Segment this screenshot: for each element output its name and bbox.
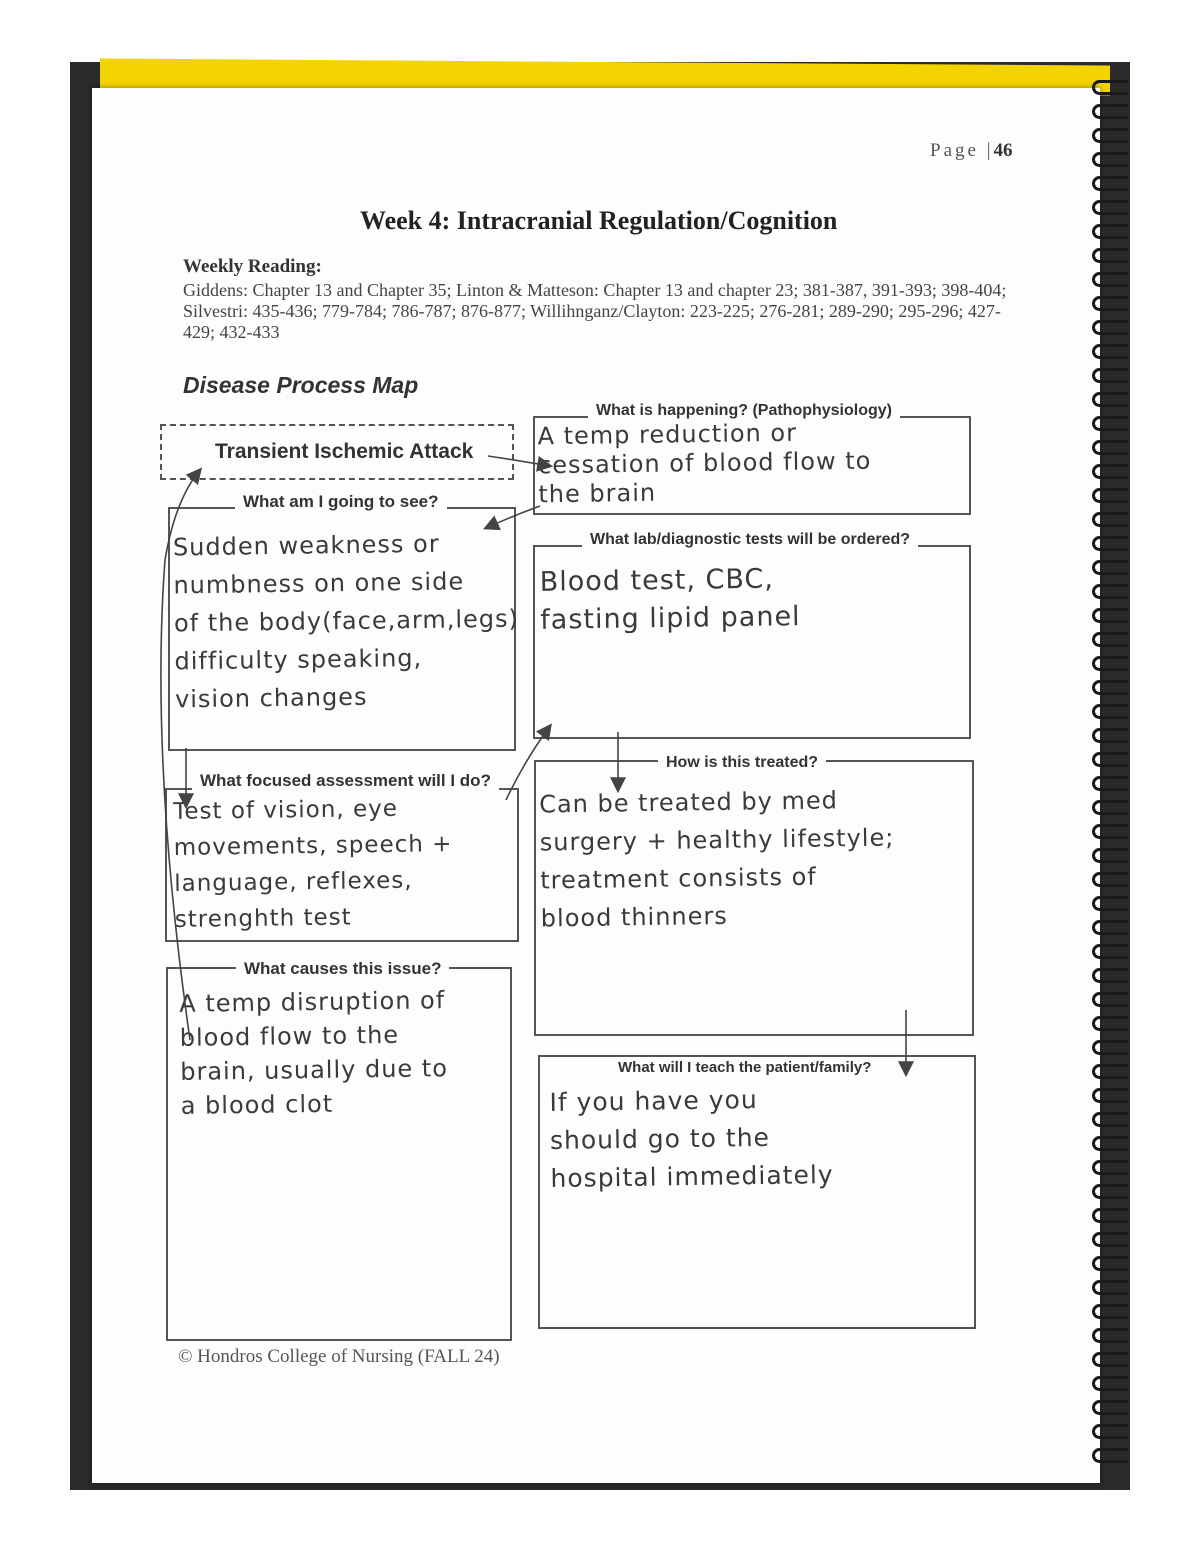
treated-label: How is this treated? bbox=[658, 754, 826, 772]
map-title: Disease Process Map bbox=[183, 372, 419, 398]
pathophysiology-answer: A temp reduction or cessation of blood flow to the brain bbox=[537, 418, 872, 509]
teach-label: What will I teach the patient/family? bbox=[610, 1059, 879, 1076]
teach-answer: If you have you should go to the hospital immediately bbox=[549, 1085, 834, 1193]
reading-label: Weekly Reading: bbox=[183, 256, 322, 277]
tests-answer: Blood test, CBC, fasting lipid panel bbox=[539, 563, 801, 636]
arrow-disease-to-patho bbox=[488, 456, 550, 466]
reading-text: Giddens: Chapter 13 and Chapter 35; Linton & Matteson: Chapter 13 and chapter 23; 381-387, 391-393; 398-404; Silvestri: 435-436; 779-784; 786-787; 876-877; Willihnganz/Clayton: 223-225; 276-281; 289-290; 295-296; 427-429; 432-433 bbox=[183, 280, 1007, 342]
arrow-patho-to-see bbox=[486, 506, 540, 528]
causes-label: What causes this issue? bbox=[236, 959, 449, 979]
copyright-footer: © Hondros College of Nursing (FALL 24) bbox=[178, 1346, 500, 1367]
tests-label: What lab/diagnostic tests will be ordered? bbox=[582, 531, 918, 549]
arrow-causes-to-disease bbox=[161, 470, 200, 1040]
assessment-answer: Test of vision, eye movements, speech + language, reflexes, strenghth test bbox=[173, 795, 453, 933]
pathophysiology-label: What is happening? (Pathophysiology) bbox=[588, 402, 900, 420]
page-number: Page |46 bbox=[930, 140, 1013, 161]
disease-name: Transient Ischemic Attack bbox=[215, 440, 474, 463]
treated-answer: Can be treated by med surgery + healthy lifestyle; treatment consists of blood thinners bbox=[539, 786, 895, 933]
page-title: Week 4: Intracranial Regulation/Cognition bbox=[360, 206, 838, 235]
see-label: What am I going to see? bbox=[235, 492, 447, 512]
see-answer: Sudden weakness or numbness on one side of the body(face,arm,legs) difficulty speaking, vision changes bbox=[172, 529, 520, 714]
causes-answer: A temp disruption of blood flow to the brain, usually due to a blood clot bbox=[179, 986, 449, 1120]
arrow-assessment-to-tests bbox=[506, 726, 550, 800]
assessment-label: What focused assessment will I do? bbox=[192, 771, 499, 791]
